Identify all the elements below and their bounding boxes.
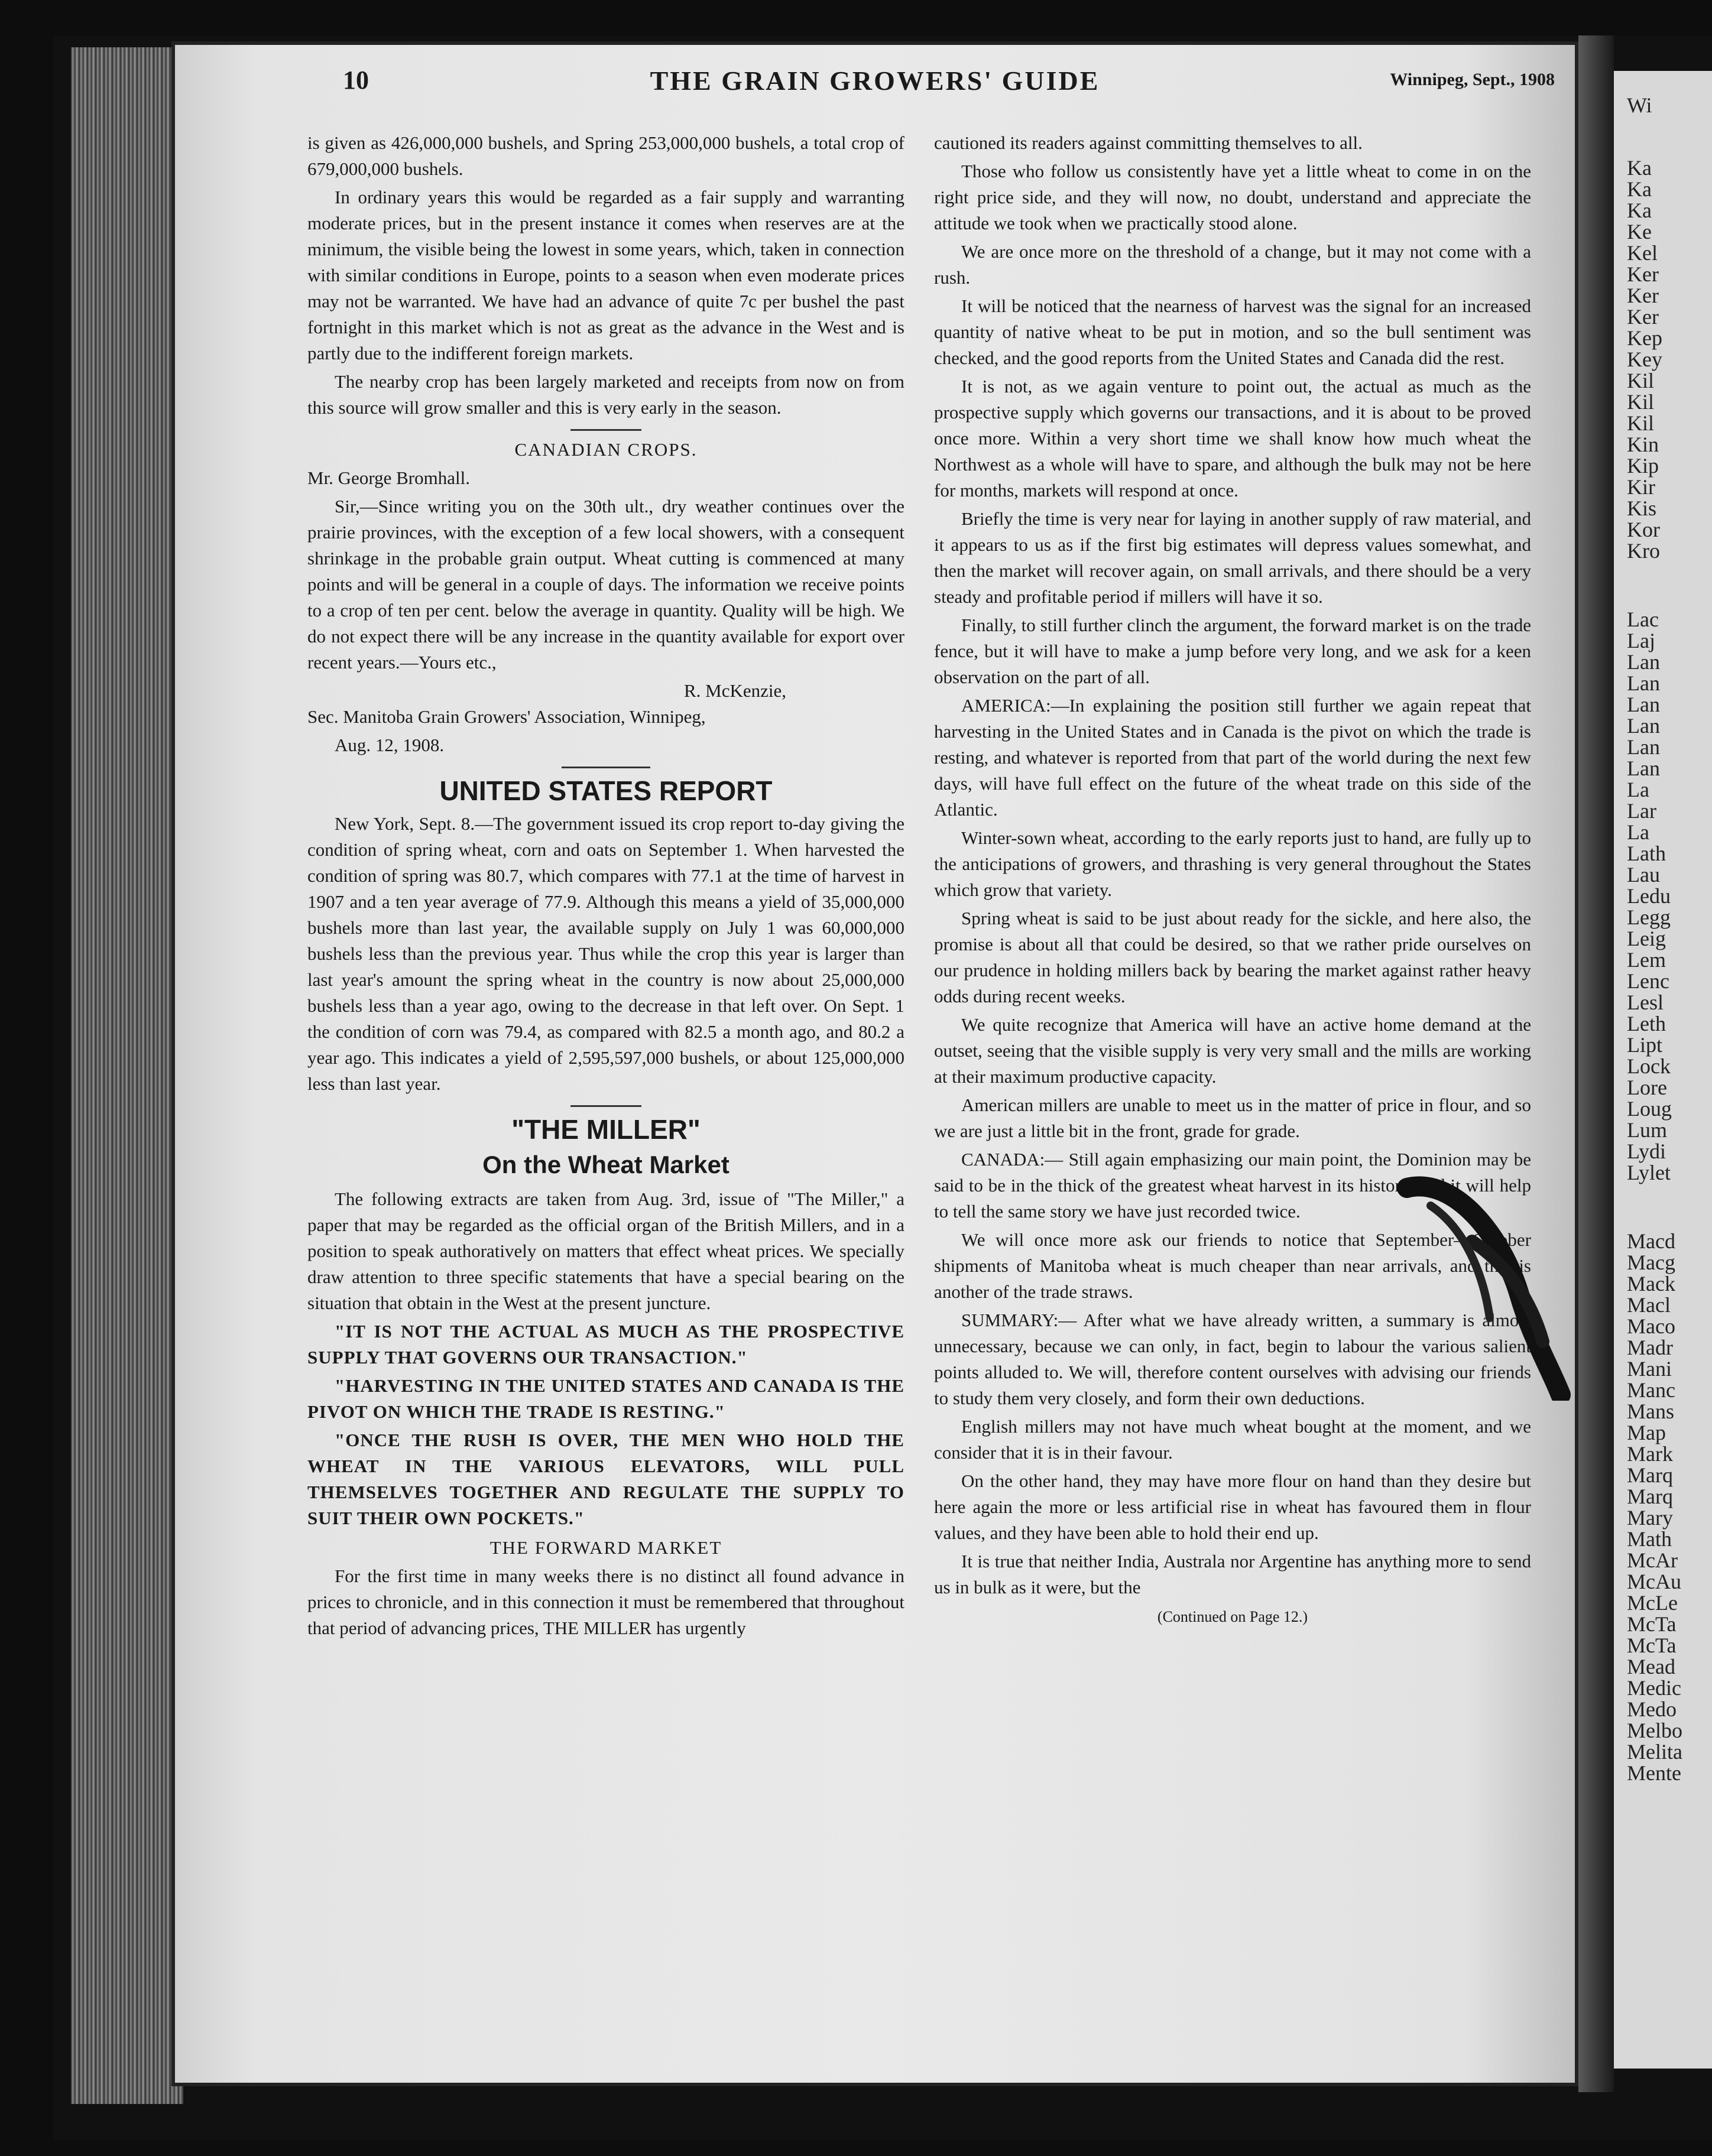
forward-market-body: For the first time in many weeks there is no distinct all found advance in prices to chronicle, and in this connection it must be remembered that throughout that period of advancing prices, THE MILLER has urgently [307, 1566, 904, 1638]
adjacent-index-entry: Lan [1627, 756, 1660, 780]
page-number: 10 [343, 66, 369, 95]
left-column [307, 130, 904, 2021]
adjacent-index-entry: Kor [1627, 518, 1660, 541]
adjacent-index-entry: La [1627, 778, 1649, 801]
adjacent-index-entry: Ke [1627, 220, 1652, 243]
forward-market-heading: THE FORWARD MARKET [489, 1537, 722, 1558]
adjacent-index-entry: Kro [1627, 539, 1660, 563]
adjacent-index-entry: Ka [1627, 156, 1652, 180]
adjacent-index-entry: Maco [1627, 1314, 1675, 1338]
adjacent-index-entry: McAu [1627, 1570, 1681, 1593]
adjacent-page-edge [1614, 71, 1712, 2069]
letter-body: Sir,—Since writing you on the 30th ult., dry weather continues over the prairie provinces, with the exception of a few local showers, with a consequent shrinkage in the probable grain output. Wheat cutting is commenced at many points and will be general in a couple of days. The information we receive points to a crop of ten per cent. below the average in quantity. Quality will be high. We do not expect there will be any increase in the quantity available for export over recent years.—Yours etc., [307, 496, 904, 673]
adjacent-index-entry: Manc [1627, 1378, 1675, 1402]
adjacent-index-entry: Kil [1627, 411, 1655, 435]
continued-note: (Continued on Page 12.) [1157, 1608, 1308, 1625]
letter-signature: R. McKenzie, [683, 680, 786, 701]
adjacent-page-header: Wi [1627, 93, 1652, 117]
right-column-paragraph: It is true that neither India, Australa nor Argentine has anything more to send us in bulk as it were, but the [934, 1551, 1531, 1597]
masthead-title: THE GRAIN GROWERS' GUIDE [650, 66, 1100, 96]
miller-heading: "THE MILLER" [511, 1114, 701, 1145]
adjacent-index-entry: Kel [1627, 241, 1658, 265]
miller-quote: "IT IS NOT THE ACTUAL AS MUCH AS THE PROSPECTIVE SUPPLY THAT GOVERNS OUR TRANSACTION." [307, 1321, 904, 1368]
intro-paragraph: The nearby crop has been largely marketed and receipts from now on from this source will grow smaller and this is very early in the season. [307, 371, 904, 418]
adjacent-index-entry: Lipt [1627, 1033, 1662, 1057]
us-report-heading: UNITED STATES REPORT [439, 775, 773, 806]
adjacent-index-entry: McTa [1627, 1634, 1677, 1657]
adjacent-index-entry: Key [1627, 348, 1662, 371]
adjacent-index-entry: Legg [1627, 905, 1671, 929]
right-column-paragraph: cautioned its readers against committing themselves to all. [934, 132, 1363, 153]
adjacent-index-entry: Ka [1627, 199, 1652, 222]
intro-paragraph: In ordinary years this would be regarded as a fair supply and warranting moderate prices, but in the present instance it comes when reserves are at the minimum, the visible being the lowest in some years, which, taken in connection with similar conditions in Europe, points to a season when even moderate prices may not be warranted. We have had an advance of quite 7c per bushel the past fortnight in this market which is not as great as the advance in the West and is partly due to the indifferent foreign markets. [307, 187, 904, 363]
right-column-paragraph: It is not, as we again venture to point out, the actual as much as the prospective supply which governs our transactions, and it is about to be proved once more. Within a very short time we shall know how much wheat the Northwest as a whole will have to spare, and although the bulk may not be here for months, markets will respond at once. [934, 376, 1531, 501]
right-column-paragraph: Winter-sown wheat, according to the early reports just to hand, are fully up to the anticipations of growers, and thrashing is very general throughout the States which grow that variety. [934, 827, 1531, 900]
adjacent-index-entry: Lar [1627, 799, 1656, 823]
adjacent-index-entry: Lock [1627, 1054, 1671, 1078]
right-column-paragraph: SUMMARY:— After what we have already written, a summary is almost unnecessary, because we can only, in fact, begin to labour the various salient points alluded to. We will, therefore content ourselves with advising our friends to study them very closely, and form their own deductions. [934, 1310, 1531, 1408]
adjacent-index-group-l [1614, 609, 1712, 1183]
miller-subheading: On the Wheat Market [482, 1151, 729, 1178]
adjacent-index-entry: Mack [1627, 1272, 1675, 1295]
adjacent-index-entry: Ledu [1627, 884, 1671, 908]
adjacent-index-entry: Leig [1627, 927, 1666, 950]
adjacent-index-entry: Leth [1627, 1012, 1666, 1035]
adjacent-index-entry: Lydi [1627, 1139, 1666, 1163]
right-column-paragraph: On the other hand, they may have more flour on hand than they desire but here again the more or less artificial rise in wheat has favoured them in flour values, and they have been able to hold their end up. [934, 1470, 1531, 1543]
us-report-body: New York, Sept. 8.—The government issued its crop report to-day giving the condition of spring wheat, corn and oats on September 1. When harvested the condition of spring was 80.7, which compares with 77.1 at the time of harvest in 1907 and a ten year average of 77.9. Although this means a yield of 35,000,000 bushels more than last year, the available supply on July 1 was 60,000,000 bushels less than the previous year. Thus while the crop this year is larger than last year's amount the spring wheat in the country is now about 25,000,000 bushels less than a year ago, owing to the decrease in that left over. On Sept. 1 the condition of corn was 79.4, as compared with 82.5 a month ago, and 80.2 a year ago. This indicates a yield of 2,595,597,000 bushels, or about 125,000,000 less than last year. [307, 813, 904, 1094]
adjacent-index-entry: Kil [1627, 369, 1655, 392]
page-header [171, 65, 1578, 106]
right-column-paragraph: American millers are unable to meet us in the matter of price in flour, and so we are just a little bit in the front, grade for grade. [934, 1095, 1531, 1141]
adjacent-index-entry: Ker [1627, 305, 1659, 329]
adjacent-index-entry: Lath [1627, 842, 1666, 865]
adjacent-index-entry: Mani [1627, 1357, 1672, 1381]
adjacent-index-entry: Lac [1627, 608, 1659, 631]
adjacent-index-entry: Lau [1627, 863, 1660, 887]
issue-dateline: Winnipeg, Sept., 1908 [1390, 70, 1555, 89]
right-column-paragraph: We quite recognize that America will have an active home demand at the outset, seeing that the visible supply is very very small and the mills are working at their maximum productive capacity. [934, 1014, 1531, 1087]
adjacent-index-entry: Lan [1627, 671, 1660, 695]
letter-salutation: Mr. George Bromhall. [307, 467, 470, 488]
adjacent-index-entry: Lan [1627, 693, 1660, 716]
adjacent-index-entry: Kir [1627, 475, 1655, 499]
right-column-paragraph: AMERICA:—In explaining the position still further we again repeat that harvesting in the United States and in Canada is the pivot on which the trade is resting, and whatever is reported from that part of the world during the next few days, will have full effect on the future of the wheat trade on this side of the Atlantic. [934, 695, 1531, 820]
adjacent-index-entry: Macl [1627, 1293, 1671, 1317]
right-column [934, 130, 1531, 2021]
adjacent-index-entry: Mead [1627, 1655, 1675, 1678]
adjacent-index-entry: Ker [1627, 284, 1659, 307]
right-column-paragraph: It will be noticed that the nearness of harvest was the signal for an increased quantity of native wheat to be put in motion, and so the bull sentiment was checked, and the good reports from the United States and Canada did the rest. [934, 296, 1531, 368]
adjacent-index-entry: Medic [1627, 1676, 1681, 1700]
miller-body: The following extracts are taken from Aug. 3rd, issue of "The Miller," a paper that may be regarded as the official organ of the British Millers, and in a position to speak authoratively on matters that effect wheat prices. We specially draw attention to three specific statements that have a special bearing on the situation that obtain in the West at the present juncture. [307, 1189, 904, 1313]
letter-signer-title: Sec. Manitoba Grain Growers' Association, Winnipeg, [307, 706, 706, 727]
adjacent-index-entry: Ka [1627, 177, 1652, 201]
adjacent-index-entry: Map [1627, 1421, 1666, 1444]
adjacent-index-entry: La [1627, 820, 1649, 844]
adjacent-index-entry: Melbo [1627, 1719, 1682, 1742]
adjacent-index-entry: Lesl [1627, 991, 1664, 1014]
section-divider [570, 1105, 641, 1107]
adjacent-index-entry: Mans [1627, 1400, 1674, 1423]
adjacent-index-entry: Lem [1627, 948, 1666, 972]
letter-date: Aug. 12, 1908. [335, 735, 445, 755]
adjacent-index-entry: Kil [1627, 390, 1655, 414]
adjacent-index-entry: Math [1627, 1527, 1672, 1551]
adjacent-index-entry: Lenc [1627, 969, 1669, 993]
miller-quote: "ONCE THE RUSH IS OVER, THE MEN WHO HOLD THE WHEAT IN THE VARIOUS ELEVATORS, WILL PULL THEMSELVES TOGETHER AND REGULATE THE SUPPLY TO SUIT THEIR OWN POCKETS." [307, 1430, 904, 1528]
section-divider [562, 767, 650, 768]
adjacent-index-entry: Loug [1627, 1097, 1672, 1121]
adjacent-index-entry: Medo [1627, 1697, 1677, 1721]
adjacent-index-entry: Lan [1627, 735, 1660, 759]
adjacent-index-entry: Lylet [1627, 1161, 1671, 1184]
adjacent-index-entry: Kip [1627, 454, 1659, 478]
right-column-paragraph: Spring wheat is said to be just about ready for the sickle, and here also, the promise is about all that could be desired, so that we rather pride ourselves on our prudence in holding millers back by bearing the market against rather heavy odds during recent weeks. [934, 908, 1531, 1006]
ink-stain-mark [1383, 1164, 1572, 1401]
adjacent-index-entry: Madr [1627, 1336, 1673, 1359]
adjacent-index-entry: McAr [1627, 1548, 1678, 1572]
adjacent-index-entry: Marq [1627, 1463, 1673, 1487]
adjacent-index-entry: Macd [1627, 1229, 1675, 1253]
adjacent-index-entry: Mark [1627, 1442, 1673, 1466]
adjacent-index-entry: Ker [1627, 262, 1659, 286]
adjacent-index-entry: Melita [1627, 1740, 1682, 1764]
adjacent-index-entry: Macg [1627, 1251, 1675, 1274]
right-column-paragraph: We will once more ask our friends to notice that September—October shipments of Manitoba wheat is much cheaper than near arrivals, and this is another of the trade straws. [934, 1229, 1531, 1302]
adjacent-index-entry: Kis [1627, 496, 1657, 520]
right-column-paragraph: Briefly the time is very near for laying in another supply of raw material, and it appears to us as if the first big estimates will depress values somewhat, and then the market will recover again, on small arrivals, and there should be a very steady and profitable period if millers will have it so. [934, 508, 1531, 607]
miller-quote: "HARVESTING IN THE UNITED STATES AND CANADA IS THE PIVOT ON WHICH THE TRADE IS RESTING." [307, 1375, 904, 1422]
adjacent-index-entry: Laj [1627, 629, 1655, 652]
adjacent-index-entry: Marq [1627, 1485, 1673, 1508]
adjacent-index-entry: McLe [1627, 1591, 1678, 1615]
adjacent-index-entry: Kin [1627, 433, 1659, 456]
adjacent-index-entry: Mary [1627, 1506, 1673, 1530]
right-column-paragraph: CANADA:— Still again emphasizing our main point, the Dominion may be said to be in the thick of the greatest wheat harvest in its history, and it will help to tell the same story we have just recorded twice. [934, 1149, 1531, 1222]
bound-page-edges [71, 47, 183, 2104]
right-column-paragraph: We are once more on the threshold of a change, but it may not come with a rush. [934, 241, 1531, 288]
section-divider [570, 429, 641, 431]
adjacent-index-group-m [1614, 1230, 1712, 1784]
intro-paragraph: is given as 426,000,000 bushels, and Spring 253,000,000 bushels, a total crop of 679,000,000 bushels. [307, 132, 904, 179]
right-column-paragraph: Those who follow us consistently have yet a little wheat to come in on the right price side, and they will now, no doubt, understand and appreciate the attitude we took when we practically stood alone. [934, 161, 1531, 233]
adjacent-index-entry: Kep [1627, 326, 1662, 350]
adjacent-index-entry: Lan [1627, 714, 1660, 738]
adjacent-index-entry: Lan [1627, 650, 1660, 674]
adjacent-index-entry: Lum [1627, 1118, 1667, 1142]
right-column-paragraph: English millers may not have much wheat bought at the moment, and we consider that it is in their favour. [934, 1416, 1531, 1463]
adjacent-index-entry: Lore [1627, 1076, 1667, 1099]
adjacent-index-group-k [1614, 157, 1712, 561]
canadian-crops-heading: CANADIAN CROPS. [514, 439, 698, 460]
adjacent-index-entry: McTa [1627, 1612, 1677, 1636]
binding-gutter [1578, 35, 1614, 2092]
right-column-paragraph: Finally, to still further clinch the argument, the forward market is on the trade fence, but it will have to make a jump before very long, and we ask for a keen observation on the part of all. [934, 615, 1531, 687]
adjacent-index-entry: Mente [1627, 1761, 1681, 1785]
